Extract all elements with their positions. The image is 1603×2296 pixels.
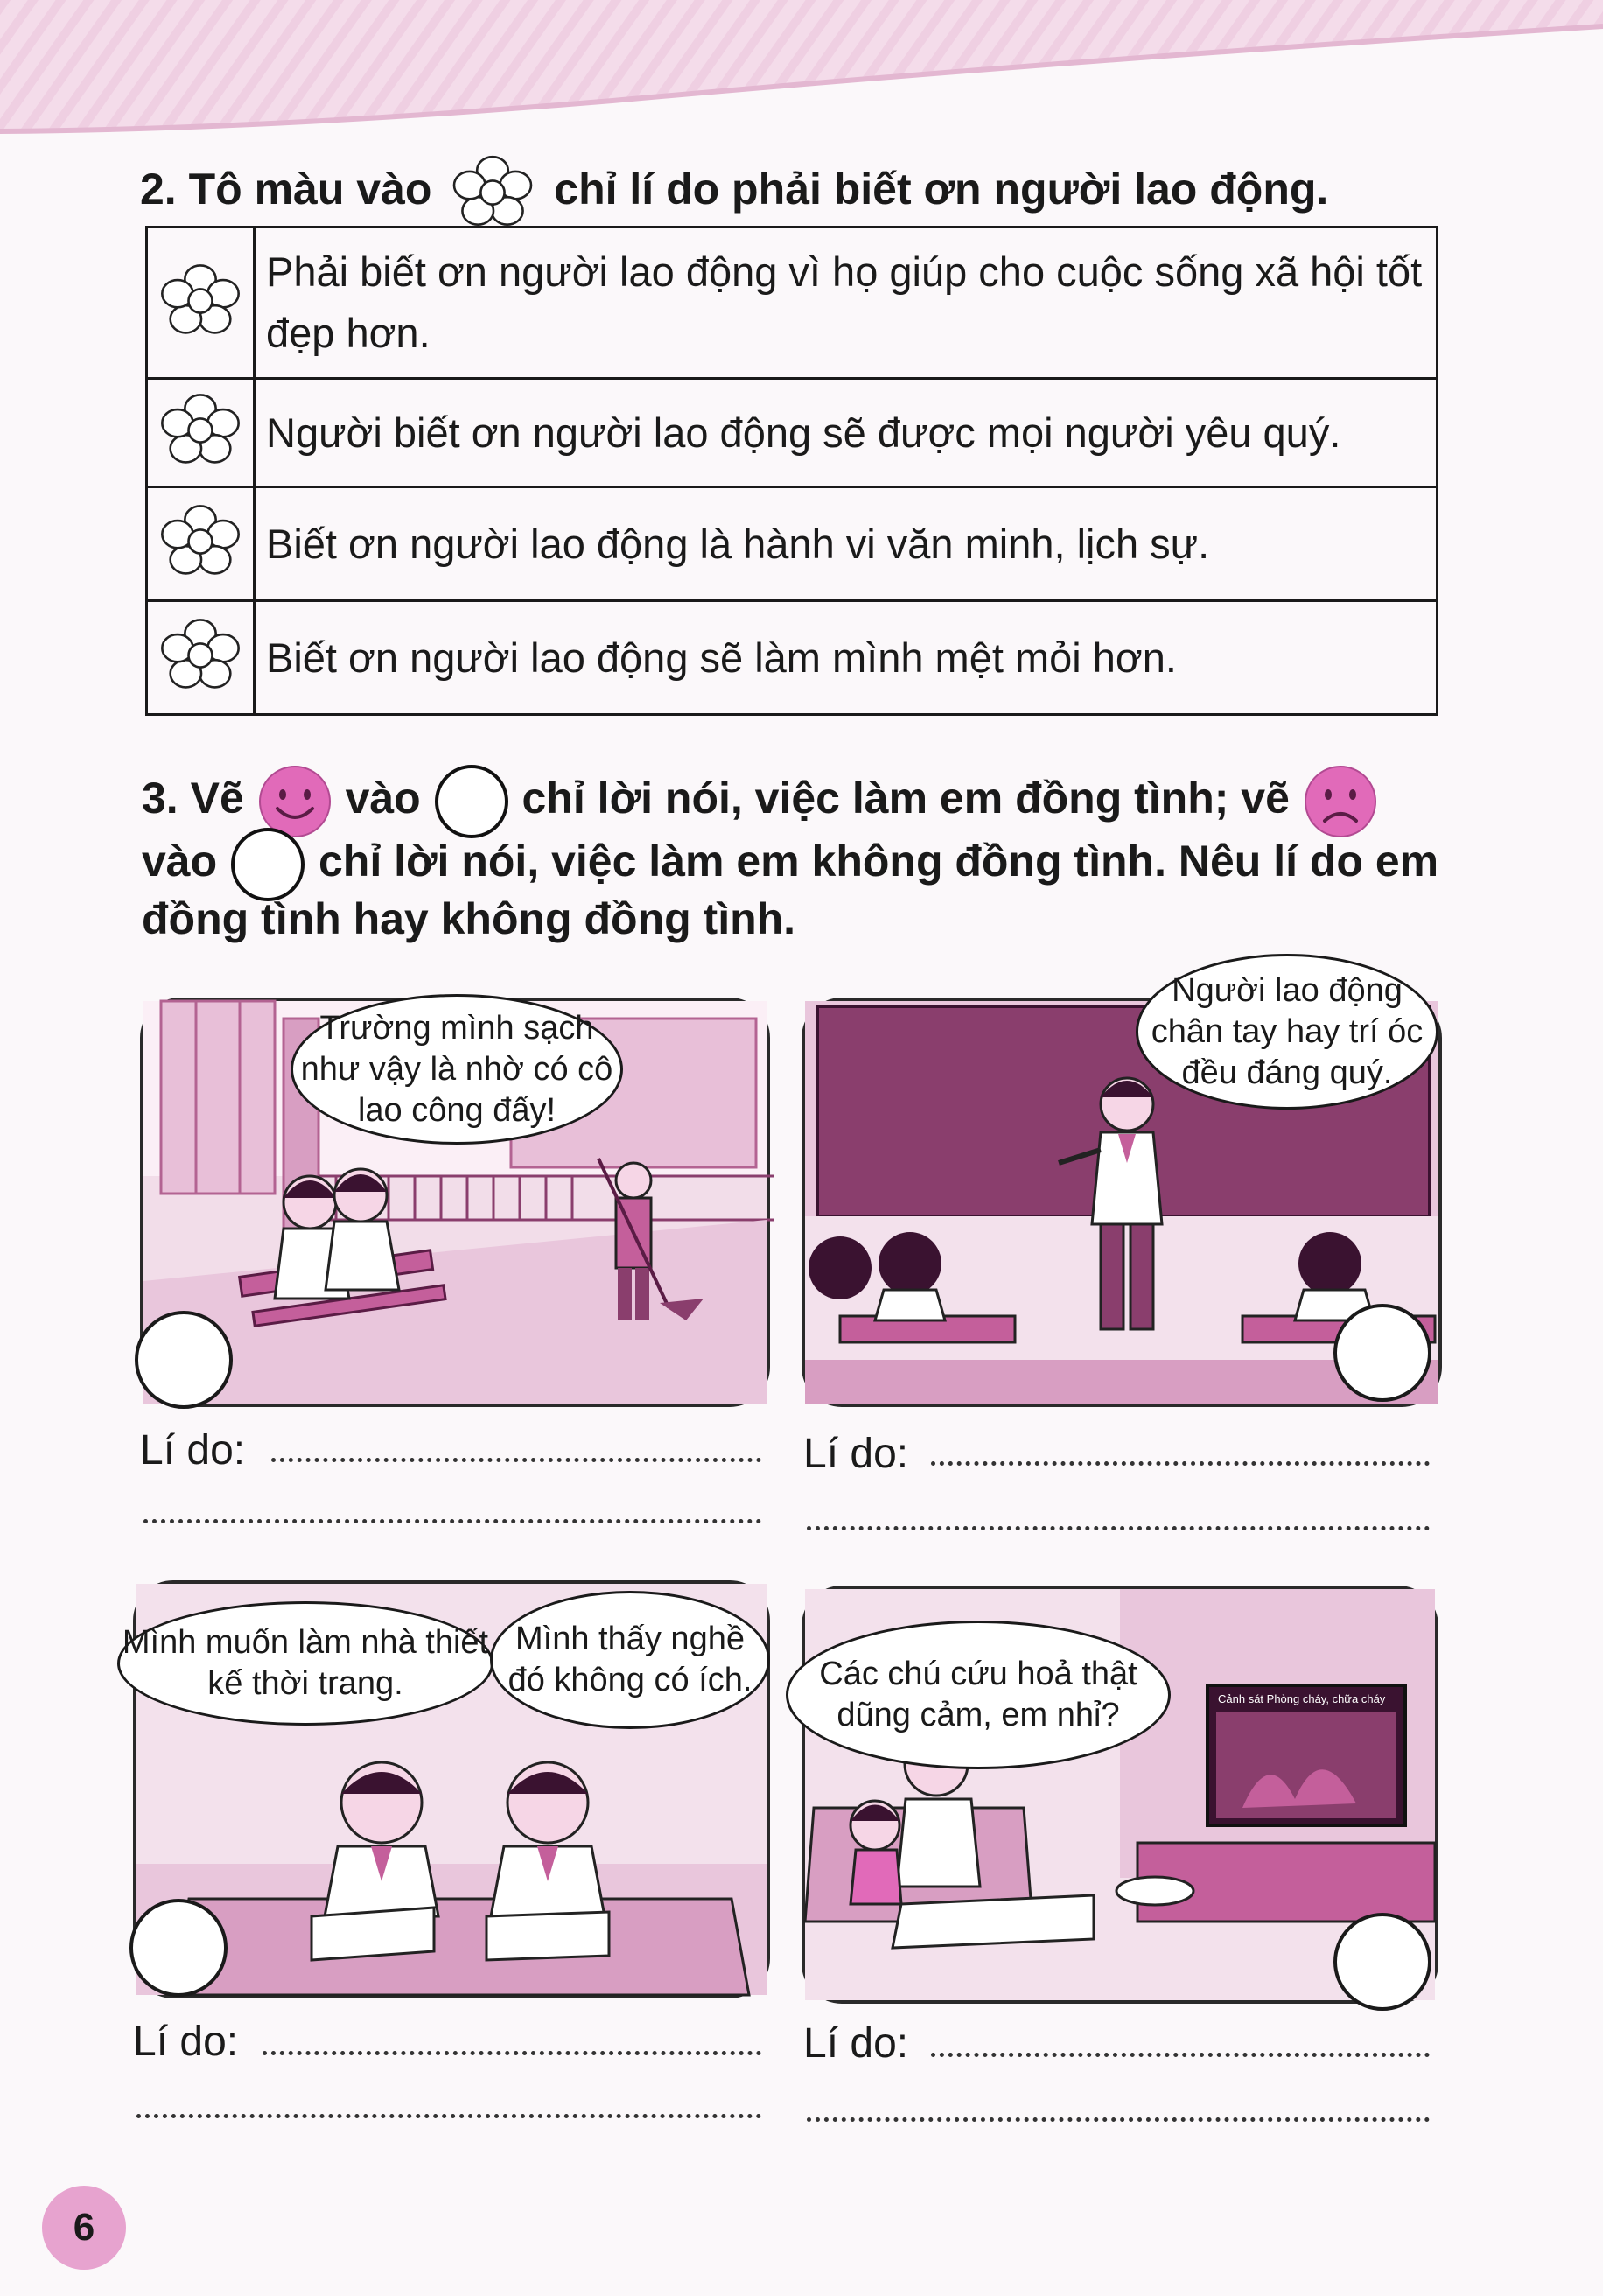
q2-title-after: chỉ lí do phải biết ơn người lao động. — [554, 164, 1329, 214]
reason-answer-line[interactable] — [262, 2051, 761, 2055]
flower-icon[interactable] — [155, 388, 246, 472]
flower-icon — [444, 154, 542, 231]
answer-circle[interactable] — [1334, 1913, 1432, 2011]
reason-answer-line[interactable] — [807, 1526, 1430, 1530]
table-row — [147, 379, 1438, 487]
reason-answer-line[interactable] — [144, 1519, 761, 1523]
flower-icon[interactable] — [155, 259, 246, 343]
speech-bubble: Mình muốn làm nhà thiết kế thời trang. — [117, 1601, 494, 1726]
option-text: Biết ơn người lao động là hành vi văn minh, lịch sự. — [255, 487, 1438, 601]
q3-text: chỉ lời nói, việc làm em đồng tình; vẽ — [522, 774, 1290, 823]
q2-number: 2. — [140, 164, 177, 214]
flower-icon[interactable] — [155, 613, 246, 697]
flower-cell[interactable] — [147, 601, 255, 715]
speech-bubble: Trường mình sạch như vậy là nhờ có cô lao công đấy! — [290, 994, 623, 1144]
option-text: Biết ơn người lao động sẽ làm mình mệt mỏi hơn. — [255, 601, 1438, 715]
q3-text: vào — [142, 836, 218, 886]
reason-answer-line[interactable] — [931, 2053, 1430, 2057]
q3-text: vào — [345, 774, 421, 823]
scene-classroom — [802, 971, 1442, 1407]
flower-icon[interactable] — [155, 500, 246, 584]
q3-line-3: đồng tình hay không đồng tình. — [142, 894, 796, 943]
reason-answer-line[interactable] — [931, 1461, 1430, 1466]
reason-label: Lí do: — [133, 2019, 239, 2065]
top-decorative-band — [0, 0, 1603, 149]
table-row — [147, 487, 1438, 601]
table-row — [147, 601, 1438, 715]
table-row — [147, 228, 1438, 379]
q3-text: 3. Vẽ — [142, 774, 244, 823]
answer-circle[interactable] — [130, 1899, 228, 1997]
speech-bubble: Người lao động chân tay hay trí óc đều đáng quý. — [1136, 954, 1438, 1110]
answer-circle[interactable] — [135, 1311, 233, 1409]
answer-circle[interactable] — [1334, 1304, 1432, 1402]
option-text: Phải biết ơn người lao động vì họ giúp cho cuộc sống xã hội tốt đẹp hơn. — [255, 228, 1438, 379]
reason-answer-line[interactable] — [136, 2114, 761, 2118]
reason-label: Lí do: — [803, 1431, 909, 1477]
flower-cell[interactable] — [147, 487, 255, 601]
scene-schoolyard — [140, 998, 770, 1407]
page-number: 6 — [42, 2186, 126, 2270]
reason-answer-line[interactable] — [807, 2118, 1430, 2122]
reason-label: Lí do: — [140, 1427, 246, 1474]
speech-bubble: Các chú cứu hoả thật dũng cảm, em nhỉ? — [786, 1620, 1171, 1769]
tv-caption: Cảnh sát Phòng cháy, chữa cháy — [1218, 1692, 1386, 1705]
option-text: Người biết ơn người lao động sẽ được mọi người yêu quý. — [255, 379, 1438, 487]
flower-cell[interactable] — [147, 379, 255, 487]
reason-answer-line[interactable] — [271, 1458, 761, 1462]
speech-bubble: Mình thấy nghề đó không có ích. — [490, 1591, 770, 1729]
q2-title-before: Tô màu vào — [188, 164, 432, 214]
scene-career-talk — [122, 1580, 770, 1998]
q2-title — [140, 154, 1328, 231]
q2-options-table — [145, 226, 1438, 716]
flower-cell[interactable] — [147, 228, 255, 379]
reason-label: Lí do: — [803, 2020, 909, 2067]
q3-text: chỉ lời nói, việc làm em không đồng tình. Nêu lí do em — [318, 836, 1439, 886]
scene-firefighters-tv — [802, 1586, 1438, 2004]
